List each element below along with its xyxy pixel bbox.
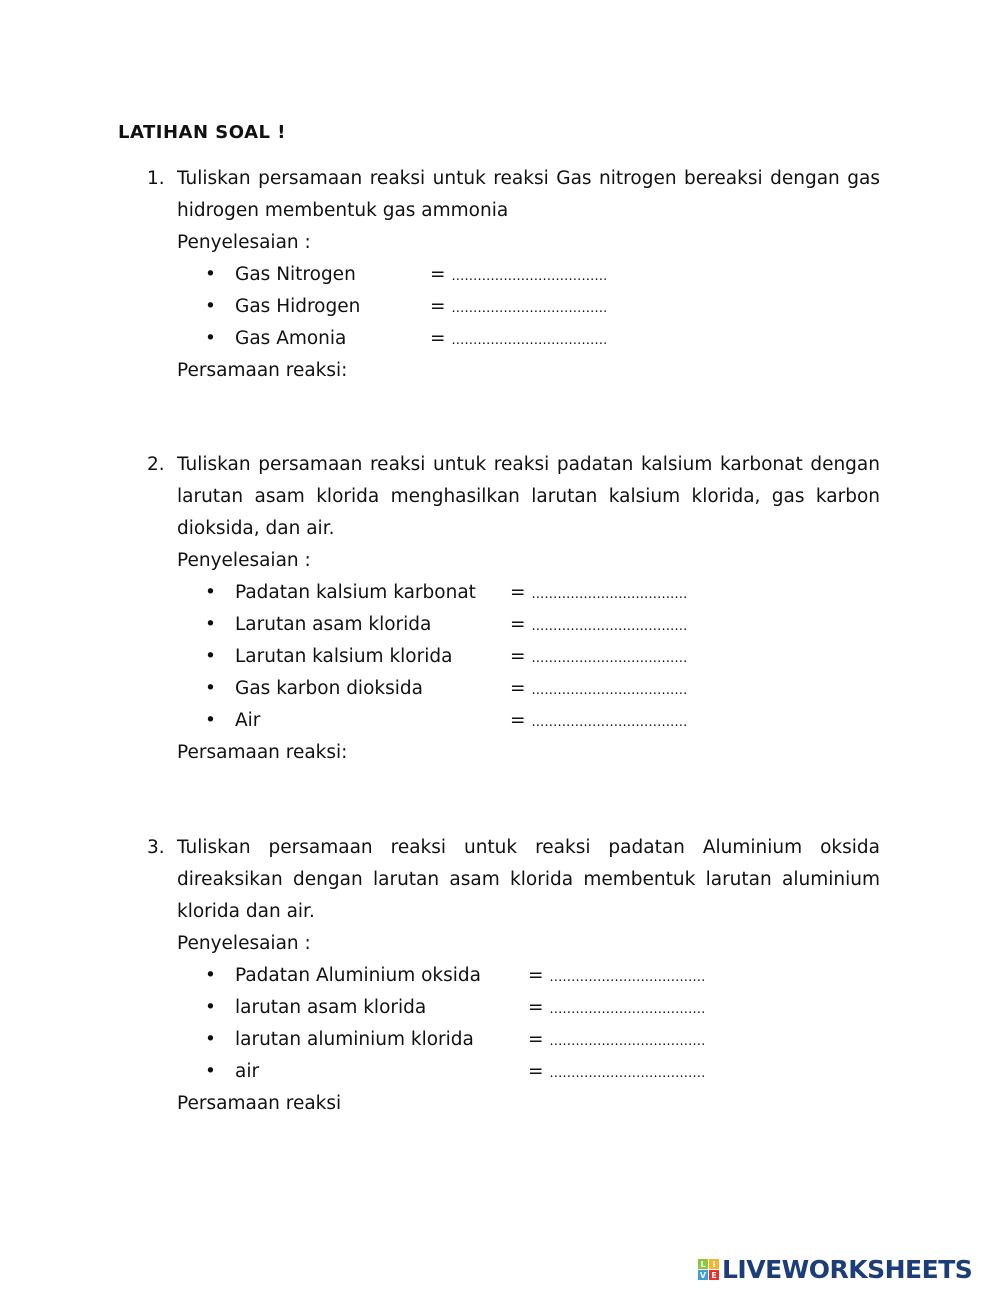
question-text: Tuliskan persamaan reaksi untuk reaksi padatan Aluminium oksida direaksikan dengan larutan asam klorida membentuk larutan aluminium klorida dan air. (177, 837, 880, 922)
logo-blocks-icon: L I V E (698, 1259, 719, 1280)
item-label: larutan aluminium klorida (235, 1029, 474, 1050)
item-label: air (235, 1061, 260, 1082)
answer-item (177, 577, 880, 609)
answer-blank[interactable]: = ……………………………… (528, 1061, 706, 1082)
solution-label: Penyelesaian : (177, 550, 311, 571)
answer-item (177, 641, 880, 673)
item-label: Gas Hidrogen (235, 296, 361, 317)
item-label: Padatan kalsium karbonat (235, 582, 476, 603)
answer-item (177, 992, 880, 1024)
answer-blank[interactable]: = ……………………………… (510, 582, 688, 603)
answer-item (177, 291, 880, 323)
bullet-icon: • (205, 646, 216, 667)
item-label: Gas karbon dioksida (235, 678, 423, 699)
question-text: Tuliskan persamaan reaksi untuk reaksi padatan kalsium karbonat dengan larutan asam klorida menghasilkan larutan kalsium klorida, gas karbon dioksida, dan air. (177, 454, 880, 539)
answer-blank[interactable]: = ……………………………… (528, 997, 706, 1018)
question-number: 1. (147, 168, 165, 189)
item-label: Gas Nitrogen (235, 264, 356, 285)
bullet-icon: • (205, 296, 216, 317)
answer-blank[interactable]: = ……………………………… (528, 965, 706, 986)
bullet-icon: • (205, 678, 216, 699)
bullet-icon: • (205, 1061, 216, 1082)
answer-blank[interactable]: = ……………………………… (430, 264, 608, 285)
answer-item (177, 609, 880, 641)
bullet-icon: • (205, 1029, 216, 1050)
item-label: Air (235, 710, 261, 731)
answer-item (177, 1056, 880, 1088)
item-label: Gas Amonia (235, 328, 347, 349)
answer-blank[interactable]: = ……………………………… (510, 614, 688, 635)
answer-blank[interactable]: = ……………………………… (430, 296, 608, 317)
solution-label: Penyelesaian : (177, 232, 311, 253)
item-label: Padatan Aluminium oksida (235, 965, 482, 986)
answer-item (177, 705, 880, 737)
bullet-icon: • (205, 997, 216, 1018)
bullet-icon: • (205, 582, 216, 603)
answer-blank[interactable]: = ……………………………… (528, 1029, 706, 1050)
question-3 (147, 832, 880, 1120)
equation-label: Persamaan reaksi: (177, 360, 348, 381)
logo-text: LIVEWORKSHEETS (722, 1255, 973, 1284)
bullet-icon: • (205, 710, 216, 731)
answer-item (177, 960, 880, 992)
answer-blank[interactable]: = ……………………………… (510, 710, 688, 731)
item-label: Larutan kalsium klorida (235, 646, 453, 667)
answer-item (177, 1024, 880, 1056)
equation-label: Persamaan reaksi (177, 1093, 342, 1114)
question-number: 3. (147, 837, 165, 858)
bullet-icon: • (205, 264, 216, 285)
bullet-icon: • (205, 965, 216, 986)
answer-blank[interactable]: = ……………………………… (510, 646, 688, 667)
answer-item (177, 673, 880, 705)
liveworksheets-logo (698, 1255, 972, 1284)
question-text: Tuliskan persamaan reaksi untuk reaksi Gas nitrogen bereaksi dengan gas hidrogen membentuk gas ammonia (177, 168, 880, 221)
question-number: 2. (147, 454, 165, 475)
answer-blank[interactable]: = ……………………………… (430, 328, 608, 349)
equation-label: Persamaan reaksi: (177, 742, 348, 763)
solution-label: Penyelesaian : (177, 933, 311, 954)
bullet-icon: • (205, 614, 216, 635)
question-2 (147, 449, 880, 769)
answer-blank[interactable]: = ……………………………… (510, 678, 688, 699)
worksheet-title: LATIHAN SOAL ! (118, 122, 286, 143)
question-1 (147, 163, 880, 387)
answer-item (177, 259, 880, 291)
item-label: larutan asam klorida (235, 997, 427, 1018)
bullet-icon: • (205, 328, 216, 349)
answer-item (177, 323, 880, 355)
item-label: Larutan asam klorida (235, 614, 432, 635)
